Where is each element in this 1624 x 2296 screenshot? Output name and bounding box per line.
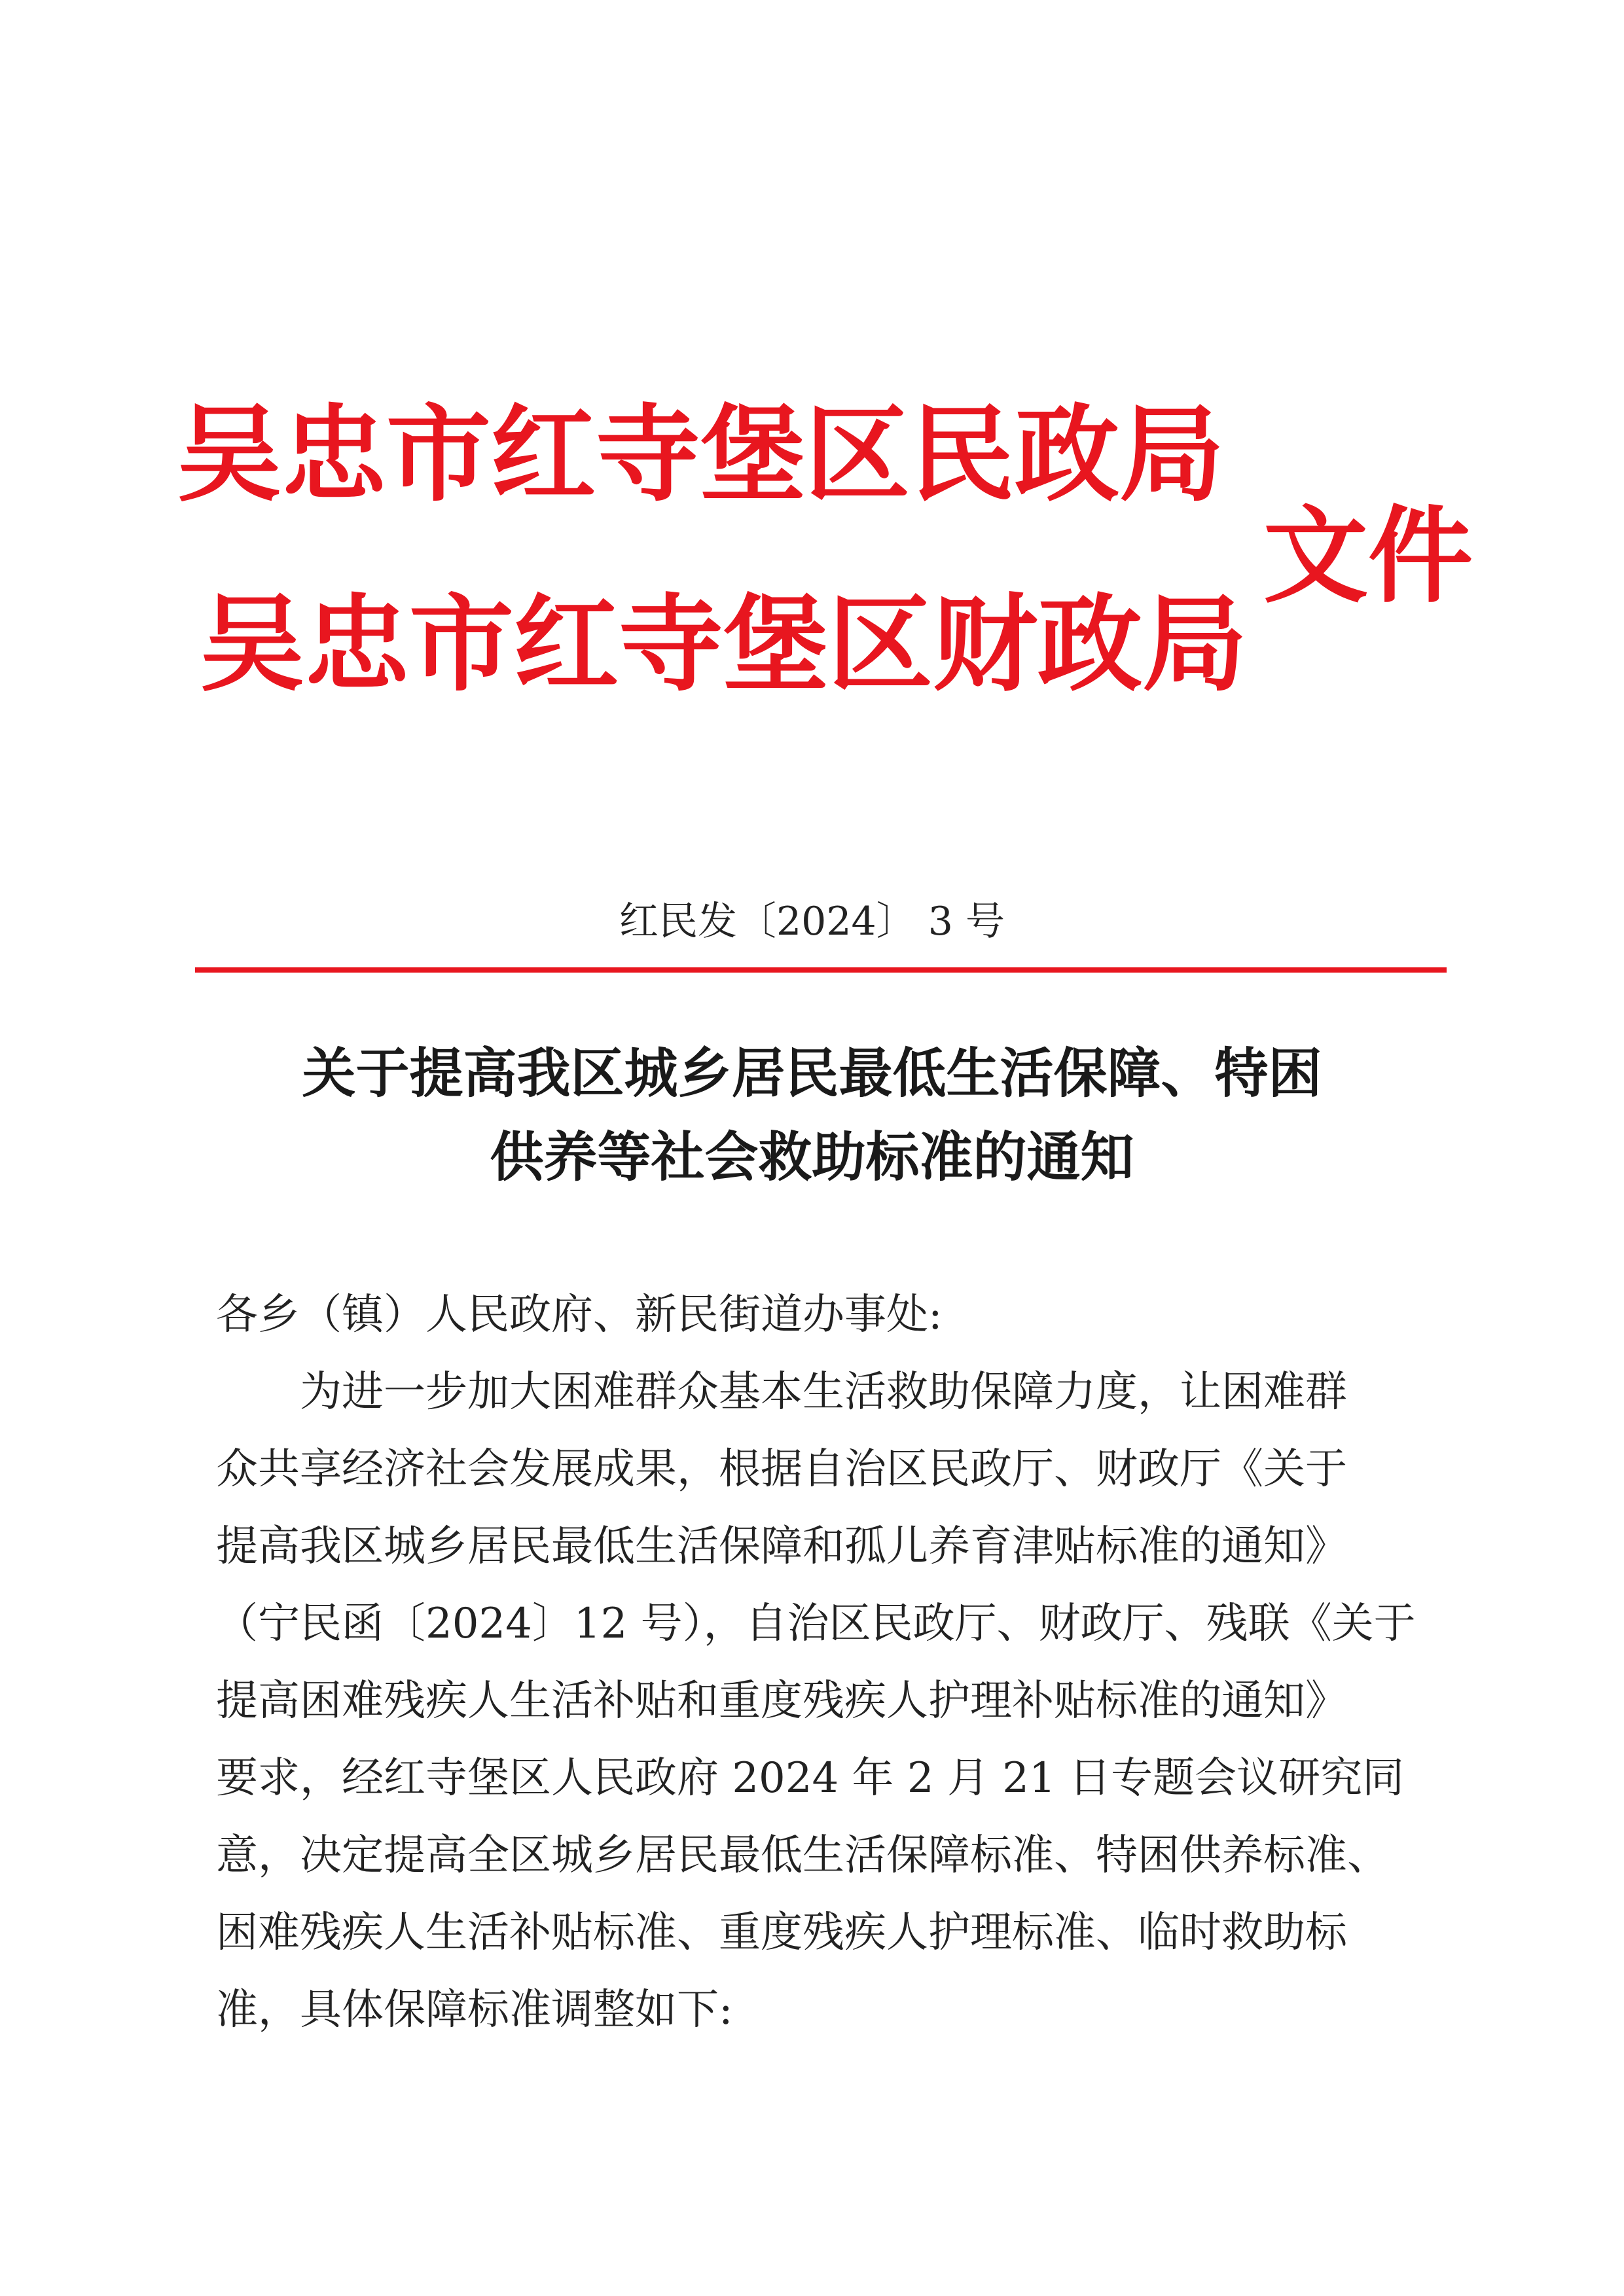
body-line: 准，具体保障标准调整如下:: [216, 1986, 733, 2034]
salutation: 各乡（镇）人民政府、新民街道办事处:: [216, 1291, 943, 1339]
issuing-org-finance: 吴忠市红寺堡区财政局: [200, 583, 1248, 706]
document-title-line-1: 关于提高我区城乡居民最低生活保障、特困: [302, 1043, 1322, 1105]
body-line: 提高我区城乡居民最低生活保障和孤儿养育津贴标准的通知》: [216, 1522, 1347, 1571]
body-line: 困难残疾人生活补贴标准、重度残疾人护理标准、临时救助标: [216, 1909, 1347, 1957]
document-number: 红民发〔2024〕 3 号: [619, 899, 1005, 944]
body-line: 意，决定提高全区城乡居民最低生活保障标准、特困供养标准、: [216, 1831, 1389, 1880]
body-line: 为进一步加大困难群众基本生活救助保障力度，让困难群: [300, 1368, 1347, 1416]
document-body: [216, 1276, 1414, 2049]
document-title-line-2: 供养等社会救助标准的通知: [490, 1126, 1134, 1189]
issuing-org-civil-affairs: 吴忠市红寺堡区民政局: [177, 393, 1225, 516]
document-type-suffix: 文件: [1263, 495, 1473, 617]
body-line: 提高困难残疾人生活补贴和重度残疾人护理补贴标准的通知》: [216, 1677, 1347, 1725]
body-line: 要求，经红寺堡区人民政府 2024 年 2 月 21 日专题会议研究同: [216, 1754, 1405, 1803]
body-line: 众共享经济社会发展成果，根据自治区民政厅、财政厅《关于: [216, 1445, 1347, 1494]
body-line: （宁民函〔2024〕12 号），自治区民政厅、财政厅、残联《关于: [216, 1600, 1416, 1648]
red-divider-line: [195, 967, 1447, 973]
